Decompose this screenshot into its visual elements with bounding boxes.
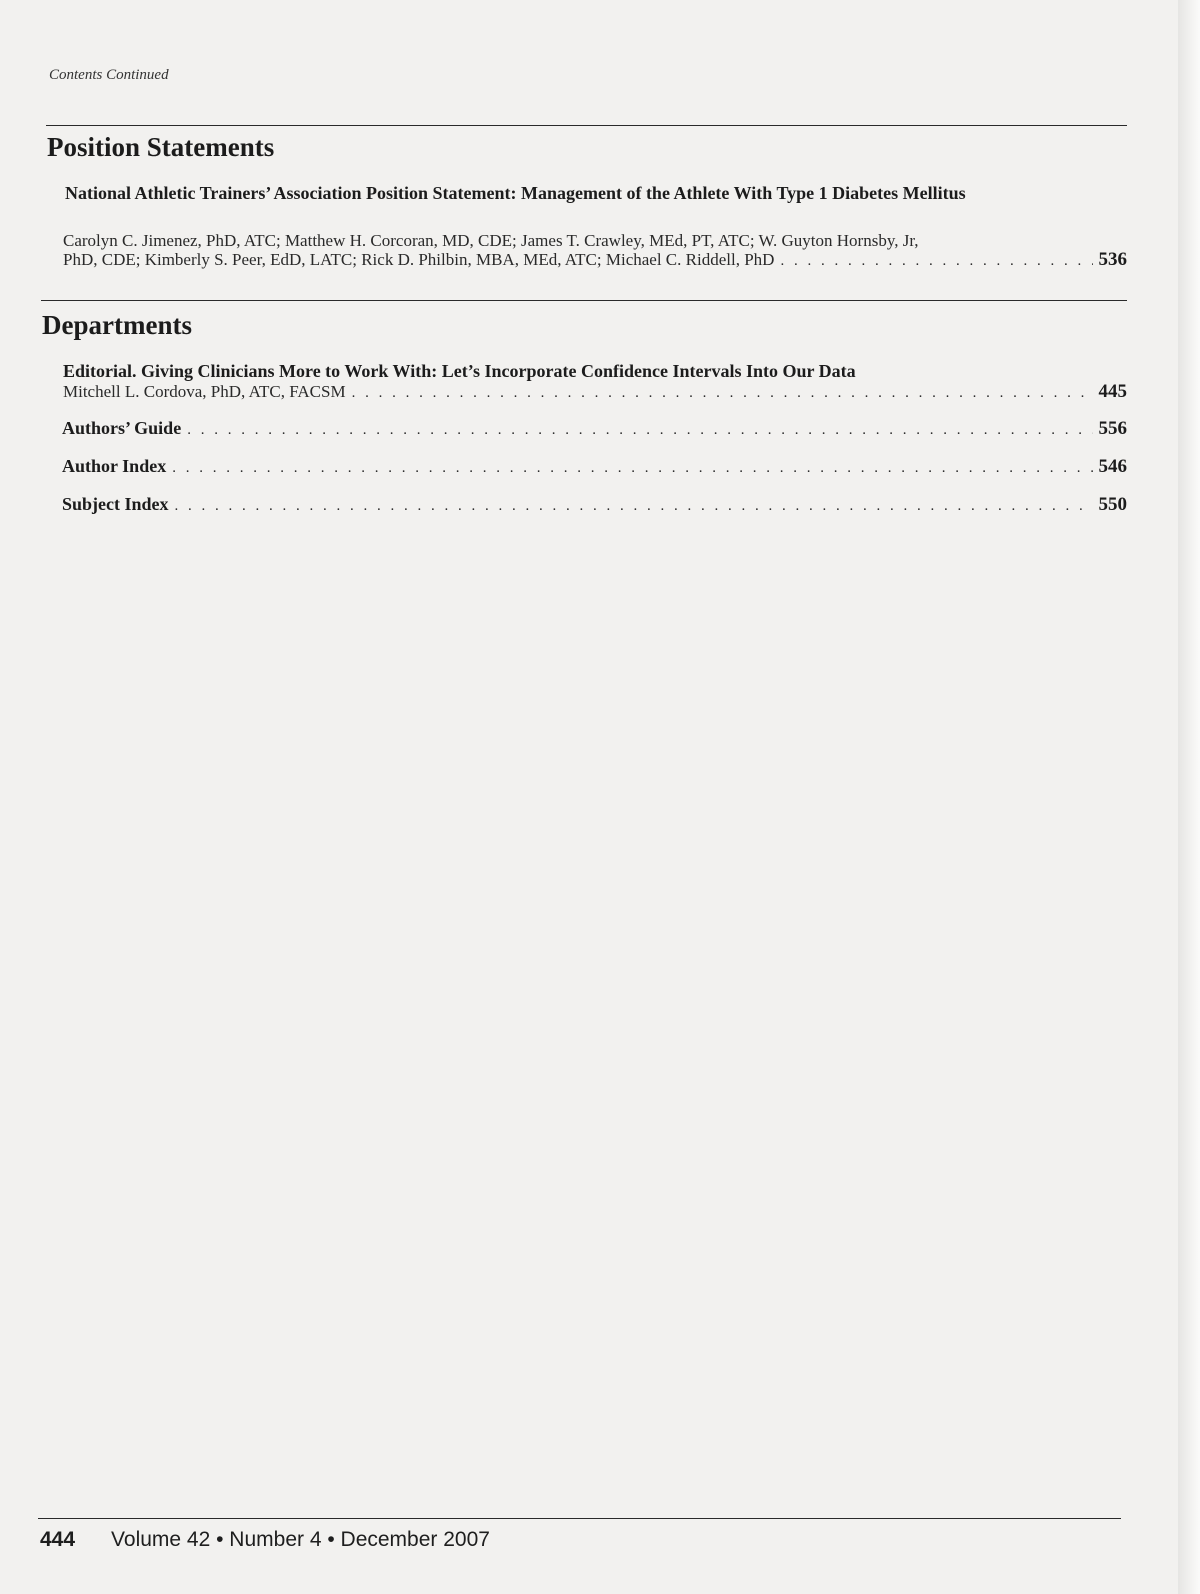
- footer-rule: [38, 1518, 1121, 1519]
- section-title-position-statements: Position Statements: [47, 132, 275, 162]
- authors-text: PhD, CDE; Kimberly S. Peer, EdD, LATC; Rick D. Philbin, MBA, MEd, ATC; Michael C. Riddell, PhD: [63, 250, 775, 269]
- section-rule: [41, 300, 1127, 301]
- position-statement-authors-line1: Carolyn C. Jimenez, PhD, ATC; Matthew H. Corcoran, MD, CDE; James T. Crawley, MEd, PT, ATC; W. Guyton Hornsby, Jr,: [63, 231, 919, 250]
- page-number: 550: [1098, 494, 1127, 515]
- dot-leader: [352, 385, 1093, 402]
- toc-item-label: Author Index: [62, 456, 167, 476]
- dot-leader: [175, 498, 1093, 515]
- footer-issue-info: Volume 42 • Number 4 • December 2007: [111, 1528, 490, 1551]
- dot-leader: [187, 422, 1092, 439]
- page-number: 536: [1098, 249, 1127, 270]
- position-statement-authors-line2: [63, 249, 1127, 271]
- toc-item-authors-guide: [62, 418, 1127, 440]
- page-edge: [1178, 0, 1200, 1594]
- page-number: 445: [1098, 381, 1127, 402]
- editorial-authors-line: [63, 381, 1127, 403]
- section-title-departments: Departments: [42, 310, 192, 340]
- position-statement-title: National Athletic Trainers’ Association Position Statement: Management of the Athlete With Type 1 Diabetes Mellitus: [65, 183, 966, 203]
- running-header: Contents Continued: [49, 67, 169, 83]
- toc-item-author-index: [62, 456, 1127, 478]
- page-number: 546: [1098, 456, 1127, 477]
- footer-page-number: 444: [40, 1528, 76, 1551]
- toc-item-label: Subject Index: [62, 494, 169, 514]
- toc-item-label: Authors’ Guide: [62, 418, 182, 438]
- page-number: 556: [1098, 418, 1127, 439]
- page-footer: [40, 1528, 490, 1552]
- authors-text: Mitchell L. Cordova, PhD, ATC, FACSM: [63, 382, 346, 401]
- editorial-title: Editorial. Giving Clinicians More to Work With: Let’s Incorporate Confidence Intervals Into Our Data: [63, 361, 856, 381]
- dot-leader: [172, 460, 1092, 477]
- toc-item-subject-index: [62, 494, 1127, 516]
- dot-leader: [780, 253, 1092, 270]
- top-rule: [46, 125, 1127, 126]
